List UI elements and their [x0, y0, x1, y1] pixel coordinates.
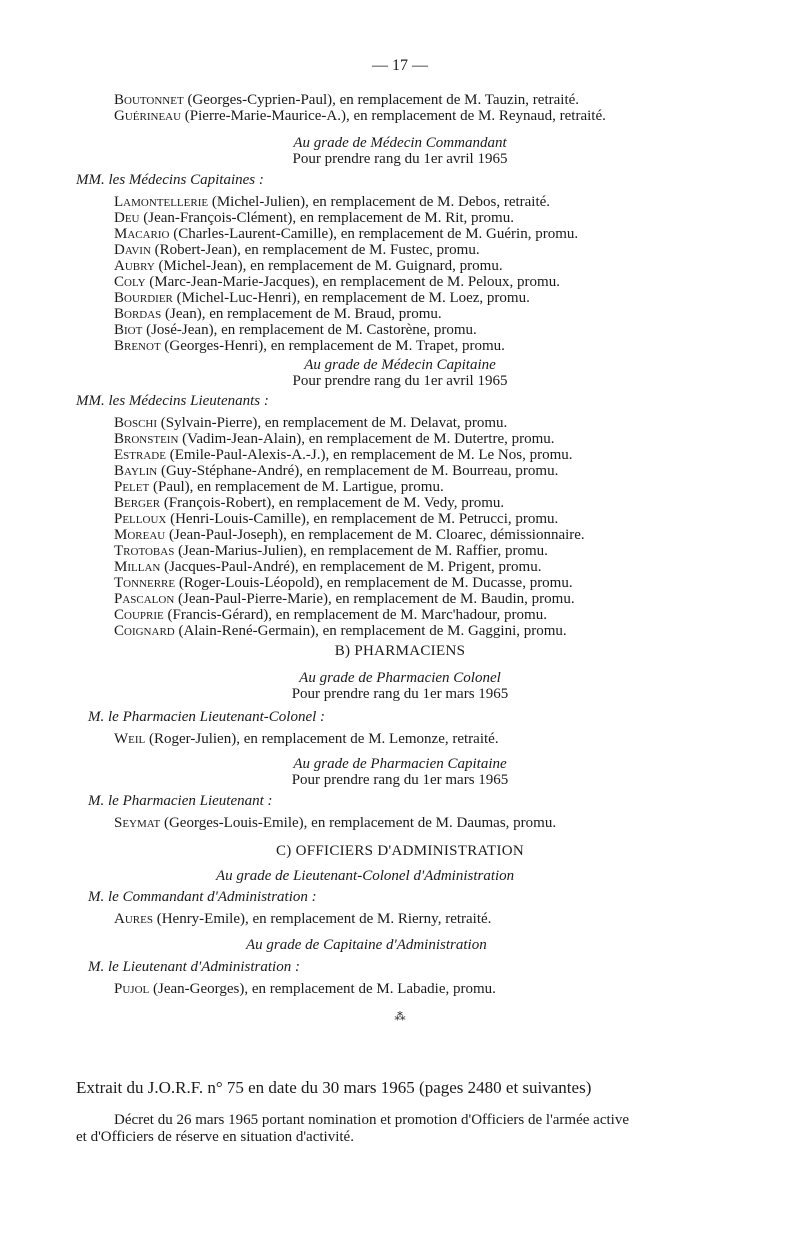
entry-text: (Alain-René-Germain), en remplacement de M. Gaggini, promu. — [174, 623, 567, 639]
entry-text: (Vadim-Jean-Alain), en remplacement de M. Dutertre, promu. — [178, 431, 555, 447]
seymat-entry — [0, 815, 800, 831]
entry-line — [0, 591, 800, 607]
entry-line — [0, 511, 800, 527]
entry-text: (Jean), en remplacement de M. Braud, promu. — [161, 306, 442, 322]
entry-name: Pascalon — [114, 591, 175, 607]
group-commandant-admin — [0, 889, 800, 905]
entry-line — [0, 306, 800, 322]
entry-name: Coignard — [114, 623, 175, 639]
group-heading: M. le Lieutenant d'Administration : — [88, 959, 300, 975]
entry-line — [0, 194, 800, 210]
entry-name: Biot — [114, 322, 143, 338]
entry-name: Estrade — [114, 447, 166, 463]
grade-date: Pour prendre rang du 1er avril 1965 — [292, 151, 508, 167]
grade-title: Au grade de Capitaine d'Administration — [246, 937, 487, 953]
entry-line — [0, 543, 800, 559]
entry-line — [0, 981, 800, 997]
grade-heading-capitaine-admin — [0, 937, 800, 953]
entry-name: Pelloux — [114, 511, 167, 527]
entry-line — [0, 575, 800, 591]
entry-name: Seymat — [114, 815, 161, 831]
grade-title: Au grade de Pharmacien Colonel — [299, 670, 501, 686]
section-title: B) PHARMACIENS — [334, 643, 466, 659]
entry-name: Weil — [114, 731, 146, 747]
decret-line: et d'Officiers de réserve en situation d'activité. — [76, 1129, 354, 1145]
grade-heading-pharm-colonel — [0, 670, 800, 702]
group-heading: MM. les Médecins Capitaines : — [76, 172, 264, 188]
entry-name: Davin — [114, 242, 151, 258]
entry-name: Bourdier — [114, 290, 173, 306]
entry-text: (Jacques-Paul-André), en remplacement de M. Prigent, promu. — [160, 559, 542, 575]
entry-name: Guérineau — [114, 108, 182, 124]
entry-line — [0, 108, 800, 124]
entry-text: (Francis-Gérard), en remplacement de M. Marc'hadour, promu. — [163, 607, 547, 623]
grade-heading-pharm-capitaine — [0, 756, 800, 788]
entry-text: (Paul), en remplacement de M. Lartigue, promu. — [149, 479, 444, 495]
entry-name: Berger — [114, 495, 161, 511]
entry-name: Lamontellerie — [114, 194, 209, 210]
entry-text: (Michel-Julien), en remplacement de M. Debos, retraité. — [208, 194, 551, 210]
grade-title: Au grade de Médecin Commandant — [293, 135, 507, 151]
entry-name: Macario — [114, 226, 170, 242]
entry-line — [0, 911, 800, 927]
entry-line — [0, 495, 800, 511]
entry-line — [0, 226, 800, 242]
entry-name: Trotobas — [114, 543, 175, 559]
group-pharm-lieutenant — [0, 793, 800, 809]
group-heading: MM. les Médecins Lieutenants : — [76, 393, 269, 409]
group-heading: M. le Pharmacien Lieutenant-Colonel : — [88, 709, 326, 725]
entry-line — [0, 815, 800, 831]
entry-text: (Jean-Paul-Joseph), en remplacement de M. Cloarec, démissionnaire. — [165, 527, 585, 543]
entry-name: Brenot — [114, 338, 161, 354]
entry-text: (Roger-Louis-Léopold), en remplacement de M. Ducasse, promu. — [175, 575, 573, 591]
entry-text: (Charles-Laurent-Camille), en remplacement de M. Guérin, promu. — [169, 226, 579, 242]
pujol-entry — [0, 981, 800, 997]
entry-text: (Henry-Emile), en remplacement de M. Rierny, retraité. — [152, 911, 492, 927]
entry-text: (Marc-Jean-Marie-Jacques), en remplacement de M. Peloux, promu. — [145, 274, 560, 290]
section-title: C) OFFICIERS D'ADMINISTRATION — [275, 843, 525, 859]
grade-heading-lt-colonel-admin — [0, 868, 800, 884]
entry-line — [0, 431, 800, 447]
grade-date: Pour prendre rang du 1er mars 1965 — [291, 772, 509, 788]
entry-name: Aures — [114, 911, 153, 927]
grade-title: Au grade de Médecin Capitaine — [304, 357, 496, 373]
grade-heading-capitaine — [0, 357, 800, 389]
entry-line — [0, 274, 800, 290]
entry-name: Boutonnet — [114, 92, 184, 108]
group-pharm-lt-colonel — [0, 709, 800, 725]
entry-text: (Guy-Stéphane-André), en remplacement de M. Bourreau, promu. — [157, 463, 559, 479]
extrait-heading: Extrait du J.O.R.F. n° 75 en date du 30 mars 1965 (pages 2480 et suivantes) — [76, 1078, 592, 1097]
entry-name: Millan — [114, 559, 161, 575]
entry-line — [0, 559, 800, 575]
section-heading-c — [0, 843, 800, 859]
entry-name: Bordas — [114, 306, 162, 322]
grade-title: Au grade de Pharmacien Capitaine — [293, 756, 507, 772]
entry-line — [0, 607, 800, 623]
entry-line — [0, 322, 800, 338]
entry-line — [0, 479, 800, 495]
group-lieutenants — [0, 393, 800, 409]
entry-name: Coly — [114, 274, 146, 290]
entry-text: (Jean-Georges), en remplacement de M. Labadie, promu. — [149, 981, 496, 997]
entry-text: (Georges-Henri), en remplacement de M. Trapet, promu. — [160, 338, 505, 354]
weil-entry — [0, 731, 800, 747]
entry-line — [0, 623, 800, 639]
page-number: — 17 — — [372, 57, 428, 74]
entry-name: Bronstein — [114, 431, 179, 447]
entry-name: Tonnerre — [114, 575, 176, 591]
group-lieutenant-admin — [0, 959, 800, 975]
entry-name: Boschi — [114, 415, 158, 431]
entry-line — [0, 338, 800, 354]
entry-line — [0, 290, 800, 306]
top-entries — [0, 92, 800, 124]
entry-name: Pelet — [114, 479, 150, 495]
grade-heading-commandant — [0, 135, 800, 167]
asterism: ⁂ — [394, 1011, 406, 1023]
entry-text: (Michel-Jean), en remplacement de M. Guignard, promu. — [154, 258, 503, 274]
capitaines-list — [0, 194, 800, 354]
entry-text: (José-Jean), en remplacement de M. Castorène, promu. — [142, 322, 477, 338]
decret-paragraph — [76, 1112, 716, 1146]
entry-text: (Michel-Luc-Henri), en remplacement de M. Loez, promu. — [172, 290, 530, 306]
entry-text: (François-Robert), en remplacement de M. Vedy, promu. — [160, 495, 505, 511]
entry-name: Couprie — [114, 607, 164, 623]
grade-date: Pour prendre rang du 1er avril 1965 — [292, 373, 508, 389]
entry-text: (Pierre-Marie-Maurice-A.), en remplacement de M. Reynaud, retraité. — [181, 108, 606, 124]
grade-title: Au grade de Lieutenant-Colonel d'Administration — [216, 868, 515, 884]
entry-text: (Emile-Paul-Alexis-A.-J.), en remplacement de M. Le Nos, promu. — [165, 447, 573, 463]
entry-text: (Jean-Paul-Pierre-Marie), en remplacement de M. Baudin, promu. — [174, 591, 575, 607]
entry-name: Deu — [114, 210, 140, 226]
entry-line — [0, 258, 800, 274]
entry-line — [0, 731, 800, 747]
entry-text: (Robert-Jean), en remplacement de M. Fustec, promu. — [150, 242, 480, 258]
group-heading: M. le Pharmacien Lieutenant : — [88, 793, 273, 809]
entry-name: Baylin — [114, 463, 158, 479]
entry-name: Moreau — [114, 527, 166, 543]
group-capitaines — [0, 172, 800, 188]
grade-date: Pour prendre rang du 1er mars 1965 — [291, 686, 509, 702]
lieutenants-list — [0, 415, 800, 639]
entry-text: (Henri-Louis-Camille), en remplacement de M. Petrucci, promu. — [166, 511, 559, 527]
section-heading-b — [0, 643, 800, 659]
aures-entry — [0, 911, 800, 927]
entry-name: Pujol — [114, 981, 150, 997]
entry-line — [0, 447, 800, 463]
group-heading: M. le Commandant d'Administration : — [88, 889, 317, 905]
entry-name: Aubry — [114, 258, 155, 274]
entry-text: (Roger-Julien), en remplacement de M. Lemonze, retraité. — [145, 731, 499, 747]
entry-line — [0, 242, 800, 258]
decret-line: Décret du 26 mars 1965 portant nomination et promotion d'Officiers de l'armée active — [114, 1112, 629, 1128]
entry-text: (Sylvain-Pierre), en remplacement de M. Delavat, promu. — [157, 415, 508, 431]
entry-line — [0, 415, 800, 431]
entry-line — [0, 210, 800, 226]
entry-text: (Georges-Louis-Emile), en remplacement de M. Daumas, promu. — [160, 815, 557, 831]
entry-line — [0, 527, 800, 543]
entry-line — [0, 92, 800, 108]
entry-text: (Jean-Marius-Julien), en remplacement de M. Raffier, promu. — [174, 543, 548, 559]
entry-text: (Jean-François-Clément), en remplacement de M. Rit, promu. — [139, 210, 514, 226]
entry-line — [0, 463, 800, 479]
entry-text: (Georges-Cyprien-Paul), en remplacement de M. Tauzin, retraité. — [183, 92, 580, 108]
